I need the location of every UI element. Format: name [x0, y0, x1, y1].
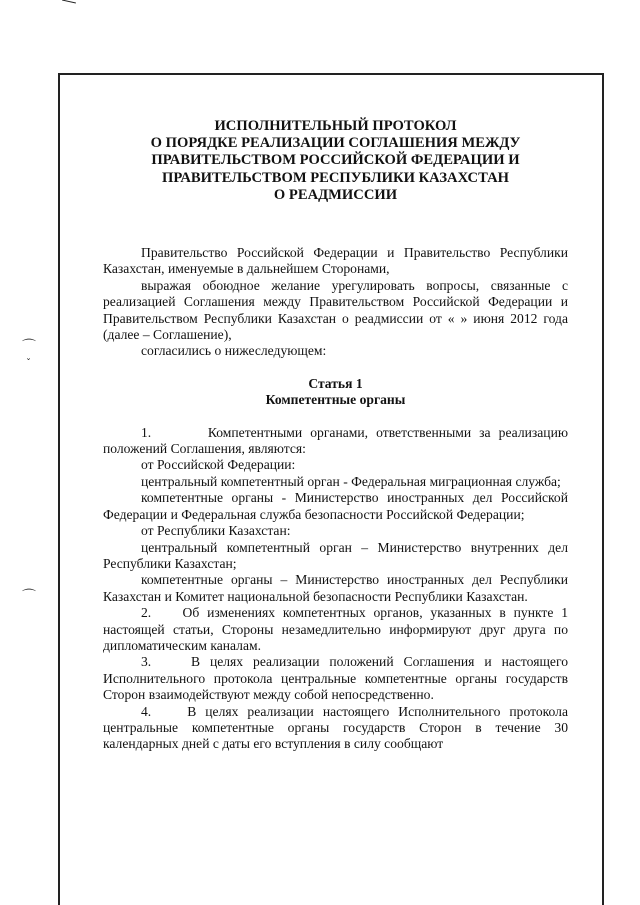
document-page	[103, 118, 568, 753]
article-paragraph: от Республики Казахстан:	[141, 523, 291, 539]
article-paragraph: 2. Об изменениях компетентных органов, указанных в пункте 1 настоящей статьи, Стороны незамедлительно информируют друг друга по дипломатическим каналам.	[103, 605, 568, 653]
article-paragraph: от Российской Федерации:	[141, 457, 296, 473]
title-line: ПРАВИТЕЛЬСТВОМ РЕСПУБЛИКИ КАЗАХСТАН	[162, 169, 509, 186]
article-number: Статья 1	[308, 375, 363, 391]
binder-mark-lower: ⌒	[22, 589, 36, 605]
title-line: ИСПОЛНИТЕЛЬНЫЙ ПРОТОКОЛ	[214, 118, 457, 134]
frame-left-line	[58, 73, 60, 905]
preamble-paragraph: согласились о нижеследующем:	[141, 343, 327, 359]
frame-top-line	[58, 73, 604, 75]
article-paragraph: компетентные органы - Министерство иностранных дел Российской Федерации и Федеральная служба безопасности Российской Федерации;	[103, 490, 568, 522]
title-line: ПРАВИТЕЛЬСТВОМ РОССИЙСКОЙ ФЕДЕРАЦИИ И	[151, 152, 520, 169]
binder-mark-upper: ⌒	[22, 339, 36, 355]
preamble-paragraph: Правительство Российской Федерации и Правительство Республики Казахстан, именуемые в дальнейшем Сторонами,	[103, 245, 568, 277]
article-paragraph: компетентные органы – Министерство иностранных дел Республики Казахстан и Комитет национальной безопасности Республики Казахстан.	[103, 572, 568, 604]
document-title	[103, 118, 568, 204]
article-paragraph: 3. В целях реализации положений Соглашения и настоящего Исполнительного протокола центральные компетентные органы государств Сторон взаимодействуют между собой непосредственно.	[103, 654, 568, 703]
article-paragraph: 4. В целях реализации настоящего Исполнительного протокола центральные компетентные органы государств Сторон в течение 30 календарных дней с даты его вступления в силу сообщают	[103, 703, 568, 752]
preamble-paragraph: выражая обоюдное желание урегулировать вопросы, связанные с реализацией Соглашения между Правительством Российской Федерации и Правительством Республики Казахстан о реадмиссии от « » июня 2012 года (далее – Соглашение),	[103, 277, 568, 343]
article-paragraph: 1. Компетентными органами, ответственными за реализацию положений Соглашения, являются:	[103, 424, 568, 457]
title-line: О РЕАДМИССИИ	[273, 186, 398, 203]
frame-right-line	[602, 73, 604, 905]
scan-mark-top	[62, 0, 76, 3]
article-heading: Компетентные органы	[265, 392, 406, 408]
binder-mark-middle: ˇ	[26, 358, 31, 369]
title-line: О ПОРЯДКЕ РЕАЛИЗАЦИИ СОГЛАШЕНИЯ МЕЖДУ	[150, 135, 521, 152]
article-paragraph: центральный компетентный орган - Федеральная миграционная служба;	[141, 473, 561, 489]
article-paragraph: центральный компетентный орган – Министерство внутренних дел Республики Казахстан;	[103, 539, 568, 571]
